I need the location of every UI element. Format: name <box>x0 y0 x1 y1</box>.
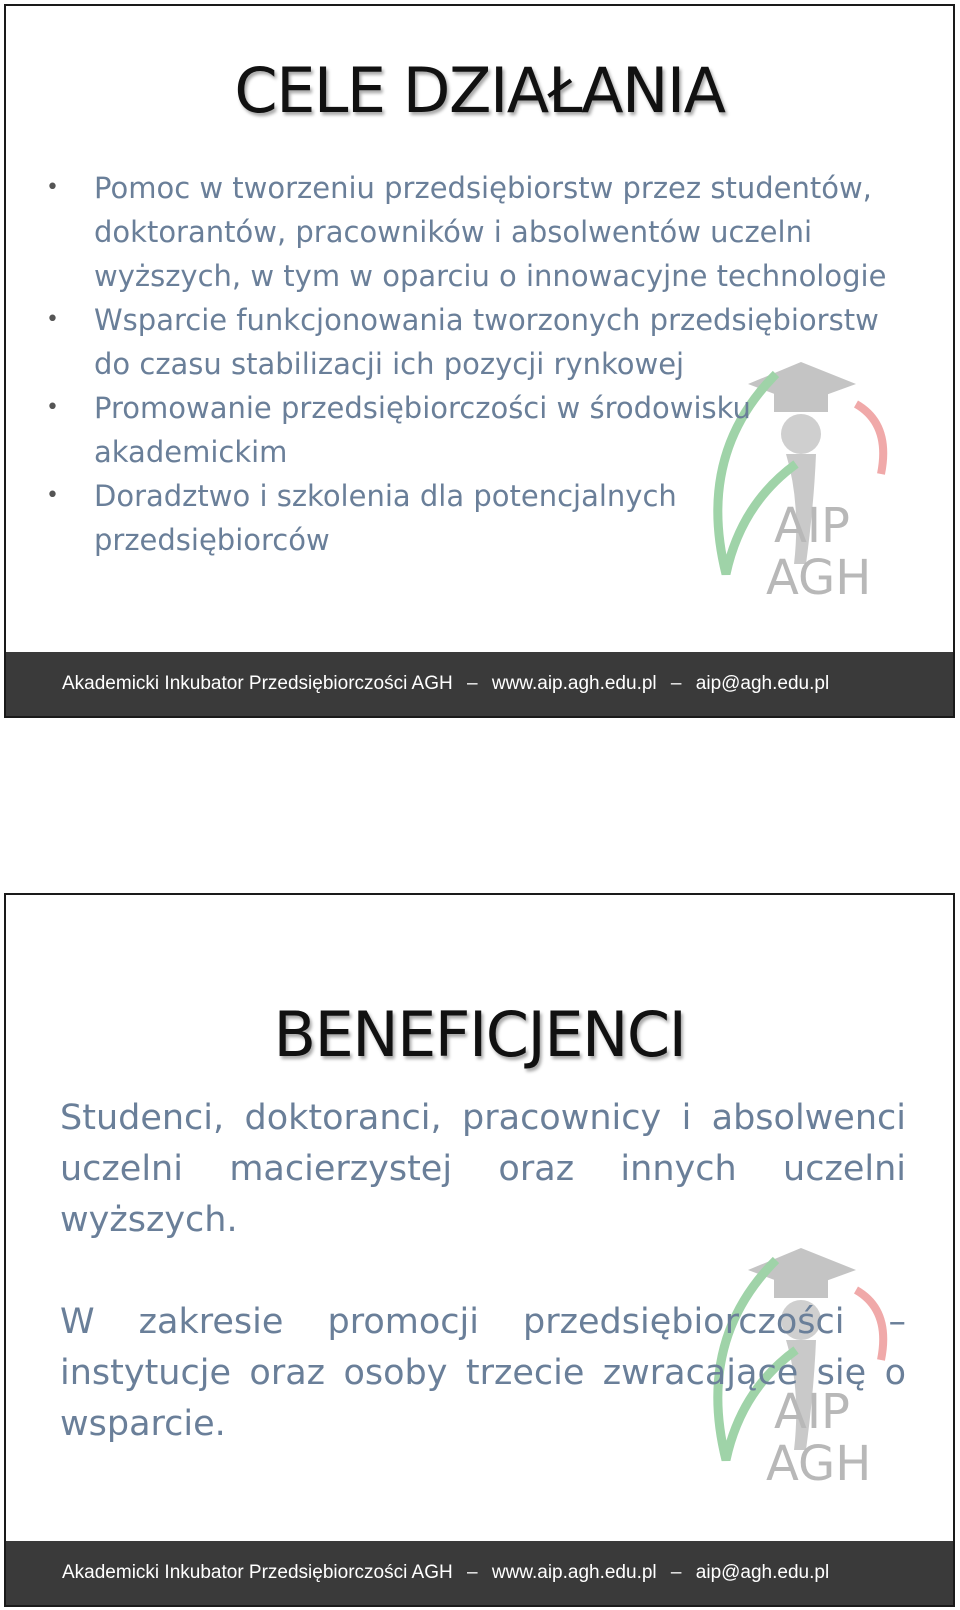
bullet-icon: • <box>46 307 59 332</box>
footer-dash: – <box>670 1562 682 1583</box>
footer-email-link[interactable]: aip@agh.edu.pl <box>695 673 830 694</box>
promotion-paragraph: W zakresie promocji przedsiębiorczości – instytucje oraz osoby trzecie zwracające się o wsparcie. <box>60 1302 906 1444</box>
bullet-text: Pomoc w tworzeniu przedsiębiorstw przez studentów, doktorantów, pracowników i absolwentów uczelni wyższych, w tym w oparciu o innowacyjne technologie <box>94 171 887 293</box>
footer-org: Akademicki Inkubator Przedsiębiorczości AGH <box>62 673 453 694</box>
footer-dash: – <box>467 1562 478 1583</box>
logo-text-agh: AGH <box>766 550 872 604</box>
bullet-icon: • <box>46 175 59 200</box>
footer-dash: – <box>670 673 682 694</box>
logo-text-aip: AIP <box>774 1384 850 1440</box>
bullet-text: Doradztwo i szkolenia dla potencjalnych przedsiębiorców <box>94 479 677 557</box>
list-item <box>42 474 912 562</box>
slide-title: CELE DZIAŁANIA <box>234 54 725 127</box>
slide-title: BENEFICJENCI <box>273 998 686 1071</box>
footer-website-link[interactable]: www.aip.agh.edu.pl <box>491 1562 657 1583</box>
footer-website-link[interactable]: www.aip.agh.edu.pl <box>491 673 657 694</box>
list-item <box>42 166 912 298</box>
slide-footer <box>6 1541 953 1605</box>
list-item <box>42 298 912 386</box>
bullet-icon: • <box>46 395 59 420</box>
logo-text-agh: AGH <box>766 1436 872 1490</box>
bullet-icon: • <box>46 483 59 508</box>
slide-beneficjenci <box>4 893 955 1607</box>
bullet-text: Promowanie przedsiębiorczości w środowisku akademickim <box>94 391 751 469</box>
beneficiaries-paragraph: Studenci, doktoranci, pracownicy i absolwenci uczelni macierzystej oraz innych uczelni wyższych. <box>60 1098 906 1240</box>
slide-cele-dzialania <box>4 4 955 718</box>
logo-text-aip: AIP <box>774 498 850 554</box>
footer-email-link[interactable]: aip@agh.edu.pl <box>695 1562 830 1583</box>
goals-list <box>42 166 912 562</box>
slide-footer <box>6 652 953 716</box>
list-item <box>42 386 912 474</box>
bullet-text: Wsparcie funkcjonowania tworzonych przedsiębiorstw do czasu stabilizacji ich pozycji rynkowej <box>94 303 879 381</box>
footer-org: Akademicki Inkubator Przedsiębiorczości AGH <box>62 1562 453 1583</box>
footer-dash: – <box>467 673 478 694</box>
